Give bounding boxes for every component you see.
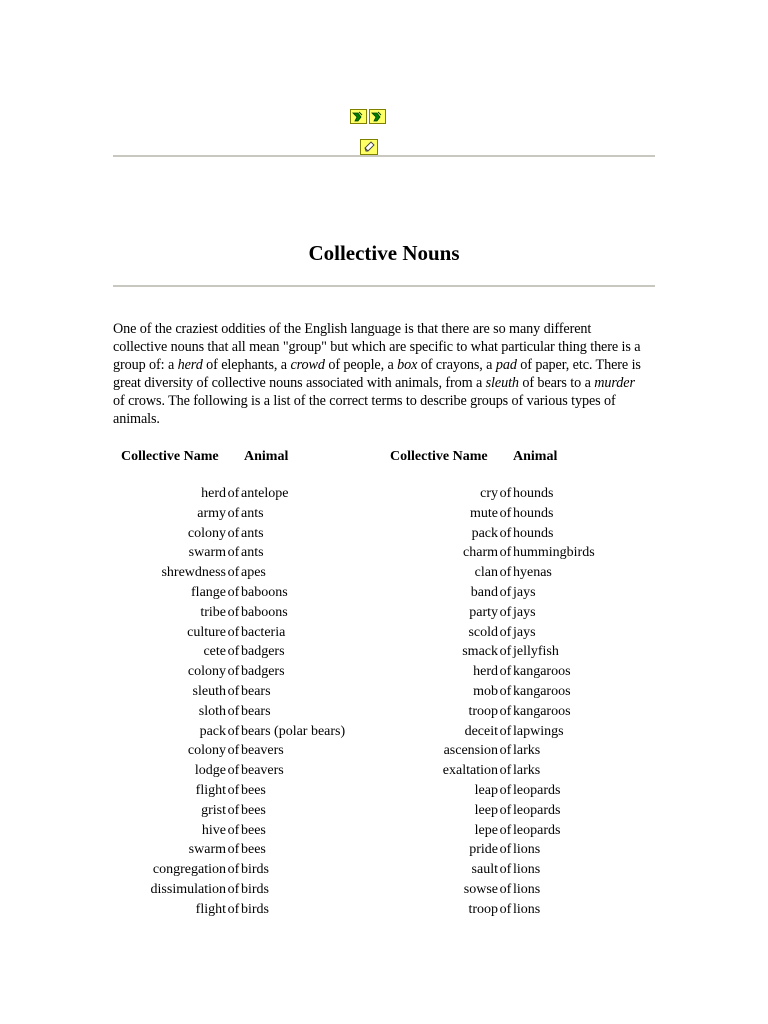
collective-name: charm bbox=[463, 545, 498, 561]
collective-name: herd bbox=[201, 486, 226, 501]
connector-word: of bbox=[499, 683, 512, 699]
animal-name: beavers bbox=[241, 763, 284, 779]
connector-word: of bbox=[227, 584, 240, 600]
connector-word: of bbox=[499, 644, 512, 660]
connector-word: of bbox=[227, 644, 240, 660]
animal-name: kangaroos bbox=[513, 703, 571, 719]
collective-name: troop bbox=[468, 703, 498, 719]
list-item bbox=[392, 623, 595, 643]
connector-word: of bbox=[499, 584, 512, 600]
animal-name: ants bbox=[241, 525, 264, 541]
connector-word: of bbox=[227, 525, 240, 541]
collective-name: mute bbox=[470, 505, 498, 521]
nav-toolbar bbox=[350, 109, 386, 125]
collective-name: herd bbox=[473, 664, 498, 680]
animal-name: hummingbirds bbox=[513, 545, 595, 561]
list-item bbox=[392, 543, 595, 563]
collective-name: sault bbox=[471, 862, 498, 878]
collective-name: pack bbox=[471, 525, 498, 541]
intro-paragraph: One of the craziest oddities of the English language is that there are so many different collective nouns that all mean "group" but which are specific to what particular thing there is a group of: a herd of elephants, a crowd of people, a box of crayons, a pad of paper, etc. There is great diversity of collective nouns associated with animals, from a sleuth of bears to a murder of crows. The following is a list of the correct terms to describe groups of various types of animals. bbox=[113, 321, 641, 427]
left-header-name: Collective Name bbox=[121, 449, 219, 464]
animal-name: bears (polar bears) bbox=[241, 723, 346, 739]
list-item bbox=[392, 662, 595, 682]
collective-name: flight bbox=[195, 901, 226, 917]
collective-name: cete bbox=[203, 644, 226, 660]
animal-name: birds bbox=[241, 862, 269, 878]
collective-name: mob bbox=[473, 683, 498, 699]
animal-name: lions bbox=[513, 881, 541, 897]
collective-name: swarm bbox=[188, 545, 226, 561]
connector-word: of bbox=[499, 565, 512, 581]
left-column-list bbox=[113, 484, 345, 920]
animal-name: birds bbox=[241, 901, 269, 917]
animal-name: kangaroos bbox=[513, 683, 571, 699]
list-item bbox=[113, 504, 345, 524]
connector-word: of bbox=[227, 683, 240, 699]
list-item bbox=[113, 781, 345, 801]
list-item bbox=[113, 682, 345, 702]
collective-name: leep bbox=[474, 802, 498, 818]
animal-name: bees bbox=[241, 802, 266, 818]
connector-word: of bbox=[499, 802, 512, 818]
list-item bbox=[113, 860, 345, 880]
collective-name: smack bbox=[462, 644, 498, 660]
collective-name: army bbox=[197, 505, 226, 521]
list-item bbox=[392, 722, 595, 742]
connector-word: of bbox=[499, 624, 512, 640]
animal-name: badgers bbox=[241, 664, 285, 680]
list-item bbox=[113, 761, 345, 781]
list-item bbox=[392, 583, 595, 603]
collective-name: culture bbox=[187, 624, 226, 640]
animal-name: bees bbox=[241, 842, 266, 858]
animal-name: jays bbox=[513, 604, 536, 620]
animal-name: antelope bbox=[241, 486, 289, 501]
animal-name: leopards bbox=[513, 782, 561, 798]
animal-name: jays bbox=[513, 624, 536, 640]
connector-word: of bbox=[499, 881, 512, 897]
edit-pencil-icon[interactable] bbox=[360, 139, 378, 155]
animal-name: hounds bbox=[513, 525, 554, 541]
title-divider bbox=[113, 285, 655, 287]
animal-name: lions bbox=[513, 862, 541, 878]
animal-name: birds bbox=[241, 881, 269, 897]
connector-word: of bbox=[227, 901, 240, 917]
connector-word: of bbox=[227, 881, 240, 897]
list-item bbox=[113, 722, 345, 742]
list-item bbox=[392, 702, 595, 722]
list-item bbox=[392, 900, 595, 920]
connector-word: of bbox=[499, 703, 512, 719]
collective-name: clan bbox=[474, 565, 498, 581]
collective-name: pride bbox=[469, 842, 498, 858]
collective-name: hive bbox=[201, 822, 226, 838]
connector-word: of bbox=[227, 703, 240, 719]
list-item bbox=[113, 623, 345, 643]
list-item bbox=[113, 563, 345, 583]
list-item bbox=[113, 543, 345, 563]
connector-word: of bbox=[227, 664, 240, 680]
collective-name: tribe bbox=[200, 604, 226, 620]
collective-name: congregation bbox=[152, 862, 226, 878]
right-header-animal: Animal bbox=[513, 449, 558, 464]
connector-word: of bbox=[227, 723, 240, 739]
list-item bbox=[392, 603, 595, 623]
page-title: Collective Nouns bbox=[308, 241, 460, 265]
connector-word: of bbox=[499, 763, 512, 779]
animal-name: leopards bbox=[513, 802, 561, 818]
animal-name: lapwings bbox=[513, 723, 564, 739]
connector-word: of bbox=[227, 802, 240, 818]
animal-name: bears bbox=[241, 683, 271, 699]
list-item bbox=[113, 741, 345, 761]
collective-name: lodge bbox=[194, 763, 226, 779]
connector-word: of bbox=[227, 862, 240, 878]
collective-name: grist bbox=[201, 802, 226, 818]
list-item bbox=[392, 781, 595, 801]
collective-name: flight bbox=[195, 782, 226, 798]
collective-name: band bbox=[470, 584, 498, 600]
list-item bbox=[392, 821, 595, 841]
collective-name: troop bbox=[468, 901, 498, 917]
list-item bbox=[392, 801, 595, 821]
list-item bbox=[392, 524, 595, 544]
connector-word: of bbox=[227, 604, 240, 620]
connector-word: of bbox=[227, 743, 240, 759]
right-header-name: Collective Name bbox=[390, 449, 488, 464]
connector-word: of bbox=[499, 525, 512, 541]
list-item bbox=[392, 504, 595, 524]
list-item bbox=[113, 821, 345, 841]
collective-name: colony bbox=[187, 743, 226, 759]
connector-word: of bbox=[227, 822, 240, 838]
collective-name: cry bbox=[480, 486, 498, 501]
animal-name: larks bbox=[513, 763, 541, 779]
connector-word: of bbox=[499, 723, 512, 739]
animal-name: bacteria bbox=[241, 624, 286, 640]
connector-word: of bbox=[499, 782, 512, 798]
connector-word: of bbox=[499, 604, 512, 620]
animal-name: apes bbox=[241, 565, 266, 581]
animal-name: bees bbox=[241, 822, 266, 838]
list-item bbox=[113, 642, 345, 662]
connector-word: of bbox=[499, 842, 512, 858]
animal-name: ants bbox=[241, 545, 264, 561]
collective-name: sowse bbox=[463, 881, 498, 897]
list-item bbox=[113, 840, 345, 860]
collective-name: dissimulation bbox=[150, 881, 226, 897]
left-header-animal: Animal bbox=[244, 449, 289, 464]
connector-word: of bbox=[227, 842, 240, 858]
connector-word: of bbox=[499, 862, 512, 878]
next-arrow-icon[interactable] bbox=[369, 109, 386, 124]
collective-name: pack bbox=[199, 723, 226, 739]
collective-name: deceit bbox=[464, 723, 498, 739]
animal-name: kangaroos bbox=[513, 664, 571, 680]
animal-name: hounds bbox=[513, 486, 554, 501]
top-divider bbox=[113, 155, 655, 157]
connector-word: of bbox=[499, 822, 512, 838]
connector-word: of bbox=[227, 545, 240, 561]
list-item bbox=[113, 524, 345, 544]
animal-name: baboons bbox=[241, 584, 288, 600]
collective-name: colony bbox=[187, 664, 226, 680]
right-column-list bbox=[392, 484, 595, 920]
list-item bbox=[392, 880, 595, 900]
collective-name: leap bbox=[474, 782, 498, 798]
list-item bbox=[392, 642, 595, 662]
animal-name: lions bbox=[513, 842, 541, 858]
list-item bbox=[113, 662, 345, 682]
connector-word: of bbox=[499, 664, 512, 680]
animal-name: lions bbox=[513, 901, 541, 917]
collective-name: ascension bbox=[443, 743, 498, 759]
list-item bbox=[113, 880, 345, 900]
list-item bbox=[113, 900, 345, 920]
animal-name: baboons bbox=[241, 604, 288, 620]
list-item bbox=[392, 840, 595, 860]
list-item bbox=[392, 563, 595, 583]
animal-name: hounds bbox=[513, 505, 554, 521]
connector-word: of bbox=[227, 505, 240, 521]
collective-name: party bbox=[469, 604, 498, 620]
list-item bbox=[113, 603, 345, 623]
collective-name: colony bbox=[187, 525, 226, 541]
animal-name: beavers bbox=[241, 743, 284, 759]
animal-name: jays bbox=[513, 584, 536, 600]
animal-name: hyenas bbox=[513, 565, 552, 581]
list-item bbox=[113, 484, 345, 504]
list-item bbox=[392, 484, 595, 504]
list-item bbox=[392, 761, 595, 781]
list-item bbox=[113, 801, 345, 821]
list-item bbox=[392, 741, 595, 761]
animal-name: bears bbox=[241, 703, 271, 719]
collective-name: swarm bbox=[188, 842, 226, 858]
list-item bbox=[392, 860, 595, 880]
connector-word: of bbox=[227, 486, 240, 501]
connector-word: of bbox=[227, 763, 240, 779]
connector-word: of bbox=[227, 782, 240, 798]
animal-name: larks bbox=[513, 743, 541, 759]
connector-word: of bbox=[227, 624, 240, 640]
animal-name: ants bbox=[241, 505, 264, 521]
animal-name: leopards bbox=[513, 822, 561, 838]
list-item bbox=[392, 682, 595, 702]
animal-name: badgers bbox=[241, 644, 285, 660]
list-item bbox=[113, 583, 345, 603]
collective-name: shrewdness bbox=[161, 565, 226, 581]
collective-name: sloth bbox=[198, 703, 226, 719]
collective-name: exaltation bbox=[442, 763, 498, 779]
prev-arrow-icon[interactable] bbox=[350, 109, 367, 124]
collective-name: scold bbox=[468, 624, 498, 640]
connector-word: of bbox=[499, 486, 512, 501]
animal-name: bees bbox=[241, 782, 266, 798]
connector-word: of bbox=[499, 901, 512, 917]
list-item bbox=[113, 702, 345, 722]
collective-name: flange bbox=[191, 584, 226, 600]
connector-word: of bbox=[499, 743, 512, 759]
collective-name: sleuth bbox=[192, 683, 226, 699]
connector-word: of bbox=[499, 545, 512, 561]
animal-name: jellyfish bbox=[513, 644, 559, 660]
connector-word: of bbox=[499, 505, 512, 521]
connector-word: of bbox=[227, 565, 240, 581]
collective-name: lepe bbox=[474, 822, 498, 838]
